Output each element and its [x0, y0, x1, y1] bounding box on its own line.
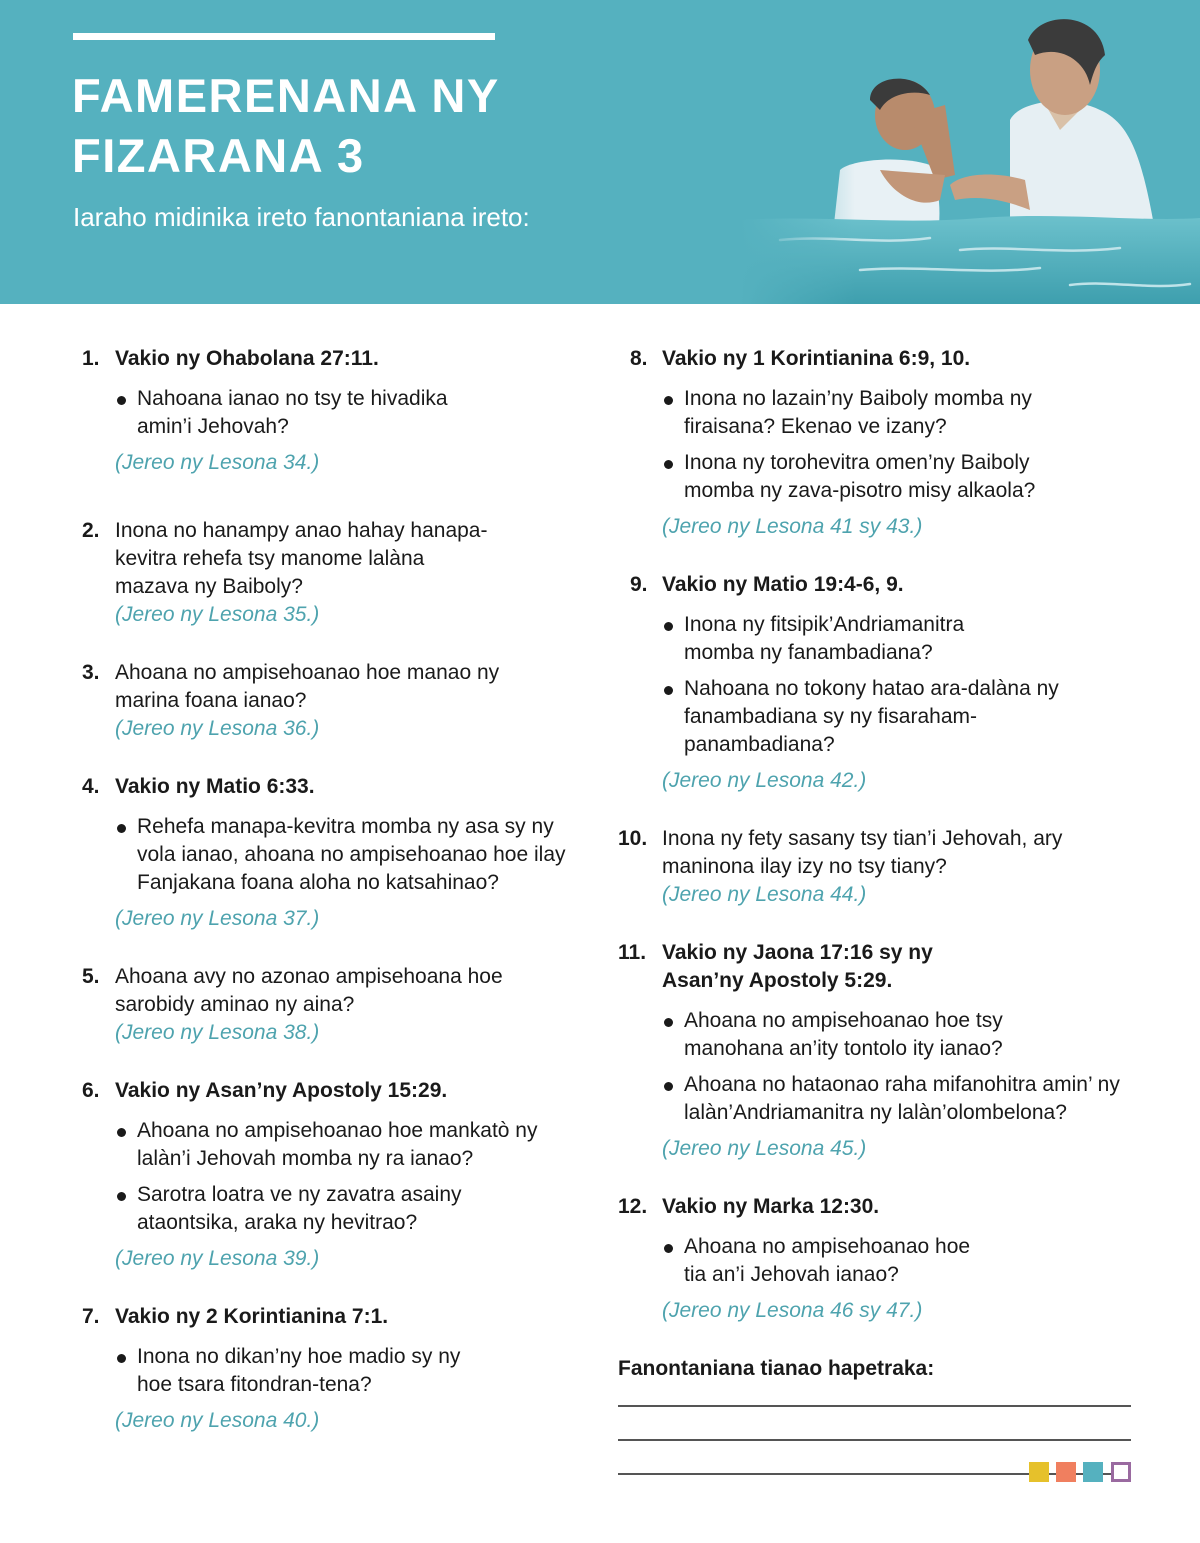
- square-coral-icon: [1056, 1462, 1076, 1482]
- item-number: 11.: [618, 941, 647, 964]
- review-item-11: [618, 939, 1138, 1163]
- bullet-list: [115, 813, 592, 897]
- lesson-reference: (Jereo ny Lesona 36.): [115, 717, 320, 740]
- item-heading: Vakio ny Asan’ny Apostoly 15:29.: [115, 1079, 448, 1102]
- bullet-list: [115, 1343, 592, 1399]
- lesson-reference: (Jereo ny Lesona 38.): [115, 1021, 320, 1044]
- bullet-item: Inona ny torohevitra omen’ny Baiboly momba ny zava-pisotro misy alkaola?: [662, 449, 1082, 505]
- bullet-icon: [117, 396, 126, 405]
- bullet-item: Inona no dikan’ny hoe madio sy ny hoe tsara fitondran-tena?: [115, 1343, 475, 1399]
- bullet-icon: [117, 1192, 126, 1201]
- title-line-1: FAMERENANA NY: [72, 69, 500, 122]
- item-number: 10.: [618, 827, 648, 850]
- answer-label: Fanontaniana tianao hapetraka:: [618, 1357, 935, 1380]
- bullet-list: [662, 1233, 1138, 1289]
- item-number: 9.: [630, 573, 648, 596]
- square-teal-icon: [1083, 1462, 1103, 1482]
- item-number: 4.: [82, 775, 100, 798]
- review-item-1: [82, 345, 592, 477]
- header-banner: [0, 0, 1200, 304]
- bullet-item: Ahoana no ampisehoanao hoe mankatò ny lalàn’i Jehovah momba ny ra ianao?: [115, 1117, 555, 1173]
- bullet-list: [662, 611, 1138, 759]
- review-item-10: [618, 825, 1138, 909]
- lesson-reference: (Jereo ny Lesona 37.): [115, 907, 320, 930]
- bullet-item: Rehefa manapa-kevitra momba ny asa sy ny vola ianao, ahoana no ampisehoanao hoe ilay Fanjakana foana aloha no katsahinao?: [115, 813, 585, 897]
- review-item-5: [82, 963, 592, 1047]
- bullet-list: [115, 1117, 592, 1237]
- bullet-icon: [664, 396, 673, 405]
- left-column: [82, 345, 592, 1435]
- item-heading: Vakio ny Matio 6:33.: [115, 775, 315, 798]
- bullet-icon: [664, 686, 673, 695]
- title-line-2: FIZARANA 3: [72, 129, 365, 182]
- square-yellow-icon: [1029, 1462, 1049, 1482]
- page-subtitle: Iaraho midinika ireto fanontaniana ireto:: [73, 202, 530, 232]
- review-item-4: [82, 773, 592, 933]
- lesson-reference: (Jereo ny Lesona 34.): [115, 451, 320, 474]
- item-question: Inona no hanampy anao hahay hanapa-kevitra rehefa tsy manome lalàna mazava ny Baiboly?: [115, 519, 488, 598]
- answer-section: [618, 1355, 1138, 1475]
- item-question: Ahoana avy no azonao ampisehoana hoe sarobidy aminao ny aina?: [115, 965, 503, 1016]
- answer-line-1[interactable]: [618, 1405, 1131, 1407]
- lesson-reference: (Jereo ny Lesona 46 sy 47.): [662, 1299, 923, 1322]
- item-heading: Vakio ny 1 Korintianina 6:9, 10.: [662, 347, 971, 370]
- page-title: [72, 66, 632, 186]
- item-number: 5.: [82, 965, 100, 988]
- review-item-3: [82, 659, 592, 743]
- bullet-item: Ahoana no hataonao raha mifanohitra amin’ ny lalàn’Andriamanitra ny lalàn’olombelona?: [662, 1071, 1138, 1127]
- bullet-icon: [664, 622, 673, 631]
- item-number: 3.: [82, 661, 100, 684]
- bullet-icon: [117, 1128, 126, 1137]
- bullet-icon: [664, 1082, 673, 1091]
- bullet-item: Ahoana no ampisehoanao hoe tia an’i Jehovah ianao?: [662, 1233, 992, 1289]
- bullet-icon: [664, 1244, 673, 1253]
- item-heading: Vakio ny Marka 12:30.: [662, 1195, 880, 1218]
- lesson-reference: (Jereo ny Lesona 40.): [115, 1409, 320, 1432]
- item-number: 8.: [630, 347, 648, 370]
- item-number: 7.: [82, 1305, 100, 1328]
- answer-line-2[interactable]: [618, 1439, 1131, 1441]
- item-question: Inona ny fety sasany tsy tian’i Jehovah, ary maninona ilay izy no tsy tiany?: [662, 827, 1063, 878]
- square-purple-outline-icon: [1111, 1462, 1131, 1482]
- review-item-6: [82, 1077, 592, 1273]
- review-item-2: [82, 517, 592, 629]
- lesson-reference: (Jereo ny Lesona 39.): [115, 1247, 320, 1270]
- item-question: Ahoana no ampisehoanao hoe manao ny marina foana ianao?: [115, 661, 500, 712]
- item-heading: Vakio ny Ohabolana 27:11.: [115, 347, 379, 370]
- item-heading: Vakio ny Matio 19:4-6, 9.: [662, 573, 904, 596]
- bullet-item: Inona no lazain’ny Baiboly momba ny firaisana? Ekenao ve izany?: [662, 385, 1042, 441]
- item-number: 12.: [618, 1195, 648, 1218]
- bullet-item: Inona ny fitsipik’Andriamanitra momba ny fanambadiana?: [662, 611, 1002, 667]
- bullet-icon: [117, 1354, 126, 1363]
- item-number: 6.: [82, 1079, 100, 1102]
- review-item-12: [618, 1193, 1138, 1325]
- bullet-item: Sarotra loatra ve ny zavatra asainy ataontsika, araka ny hevitrao?: [115, 1181, 515, 1237]
- lesson-reference: (Jereo ny Lesona 42.): [662, 769, 867, 792]
- bullet-icon: [117, 824, 126, 833]
- lesson-reference: (Jereo ny Lesona 44.): [662, 883, 867, 906]
- item-heading: Vakio ny Jaona 17:16 sy ny Asan’ny Apostoly 5:29.: [662, 941, 933, 992]
- review-item-9: [618, 571, 1138, 795]
- baptism-illustration: [740, 0, 1200, 304]
- bullet-list: [115, 385, 592, 441]
- item-number: 1.: [82, 347, 100, 370]
- bullet-item: Nahoana ianao no tsy te hivadika amin’i Jehovah?: [115, 385, 475, 441]
- review-item-7: [82, 1303, 592, 1435]
- lesson-reference: (Jereo ny Lesona 45.): [662, 1137, 867, 1160]
- bullet-icon: [664, 1018, 673, 1027]
- item-number: 2.: [82, 519, 100, 542]
- lesson-reference: (Jereo ny Lesona 41 sy 43.): [662, 515, 923, 538]
- bullet-icon: [664, 460, 673, 469]
- right-column: [618, 345, 1138, 1475]
- review-item-8: [618, 345, 1138, 541]
- bullet-item: Ahoana no ampisehoanao hoe tsy manohana an’ity tontolo ity ianao?: [662, 1007, 1042, 1063]
- lesson-reference: (Jereo ny Lesona 35.): [115, 603, 320, 626]
- header-rule: [73, 33, 495, 40]
- bullet-item: Nahoana no tokony hatao ara-dalàna ny fanambadiana sy ny fisaraham-panambadiana?: [662, 675, 1082, 759]
- bullet-list: [662, 385, 1138, 505]
- item-heading: Vakio ny 2 Korintianina 7:1.: [115, 1305, 389, 1328]
- section-indicator: [1029, 1462, 1133, 1484]
- bullet-list: [662, 1007, 1138, 1127]
